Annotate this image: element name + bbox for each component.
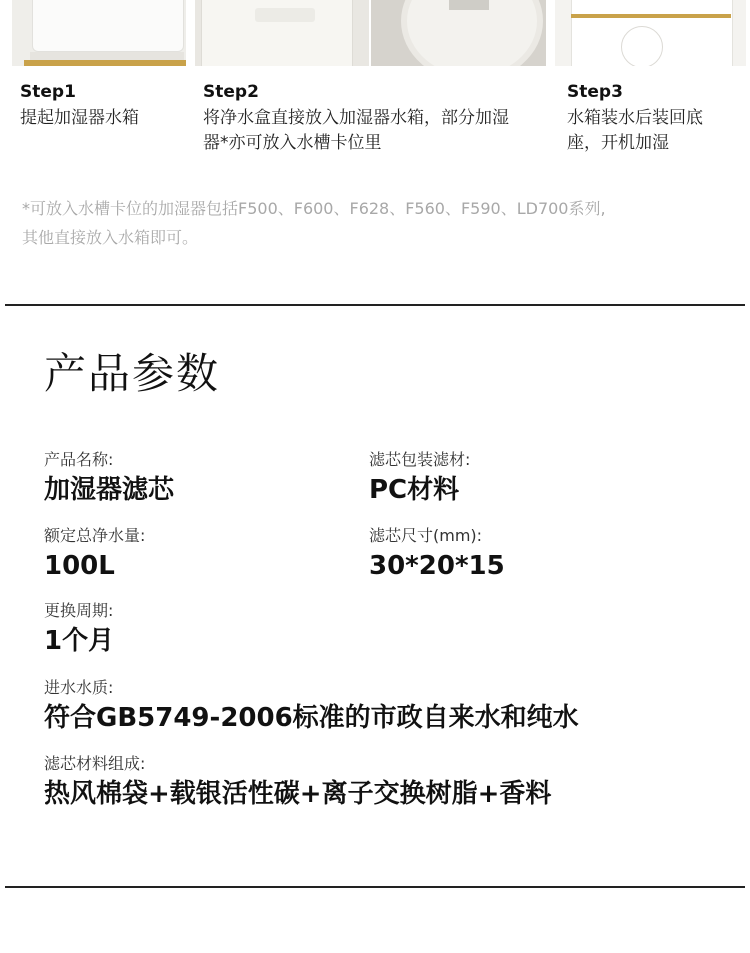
- step1-description: [20, 106, 139, 131]
- step3-desc-line1: 水箱装水后装回底: [567, 108, 703, 128]
- note-line1: *可放入水槽卡位的加湿器包括F500、F600、F628、F560、F590、LD700系列,: [22, 199, 606, 218]
- composition-value: 热风棉袋+载银活性碳+离子交换树脂+香料: [44, 779, 552, 809]
- step1-photo: [12, 0, 186, 66]
- note-line2: 其他直接放入水箱即可。: [22, 228, 199, 247]
- water-quality-value: 符合GB5749-2006标准的市政自来水和纯水: [44, 703, 579, 733]
- product-name-label: 产品名称:: [44, 450, 114, 469]
- divider-bottom: [5, 886, 745, 888]
- step3-photo: [555, 0, 746, 66]
- replacement-cycle-label: 更换周期:: [44, 601, 114, 620]
- step2-photo-left: [195, 0, 369, 66]
- step2-description: [203, 106, 509, 156]
- compatibility-note: [22, 194, 722, 252]
- section-title: 产品参数: [44, 349, 221, 398]
- step2-desc-line1: 将净水盒直接放入加湿器水箱，部分加湿: [203, 108, 509, 128]
- step3-title: Step3: [567, 82, 623, 102]
- filter-material-value: PC材料: [369, 475, 460, 505]
- filter-size-value: 30*20*15: [369, 551, 505, 581]
- step3-description: [567, 106, 703, 156]
- composition-label: 滤芯材料组成:: [44, 754, 146, 773]
- filter-material-label: 滤芯包装滤材:: [369, 450, 471, 469]
- divider-top: [5, 304, 745, 306]
- product-name-value: 加湿器滤芯: [44, 475, 175, 505]
- step3-desc-line2: 座，开机加湿: [567, 133, 669, 153]
- water-quality-label: 进水水质:: [44, 678, 114, 697]
- step2-desc-line2: 器*亦可放入水槽卡位里: [203, 133, 382, 153]
- filter-size-label: 滤芯尺寸(mm):: [369, 526, 483, 545]
- step1-desc-line1: 提起加湿器水箱: [20, 108, 139, 128]
- replacement-cycle-value: 1个月: [44, 626, 115, 656]
- water-volume-label: 额定总净水量:: [44, 526, 146, 545]
- step2-photo-right: [371, 0, 546, 66]
- water-volume-value: 100L: [44, 551, 115, 581]
- step1-title: Step1: [20, 82, 76, 102]
- step2-title: Step2: [203, 82, 259, 102]
